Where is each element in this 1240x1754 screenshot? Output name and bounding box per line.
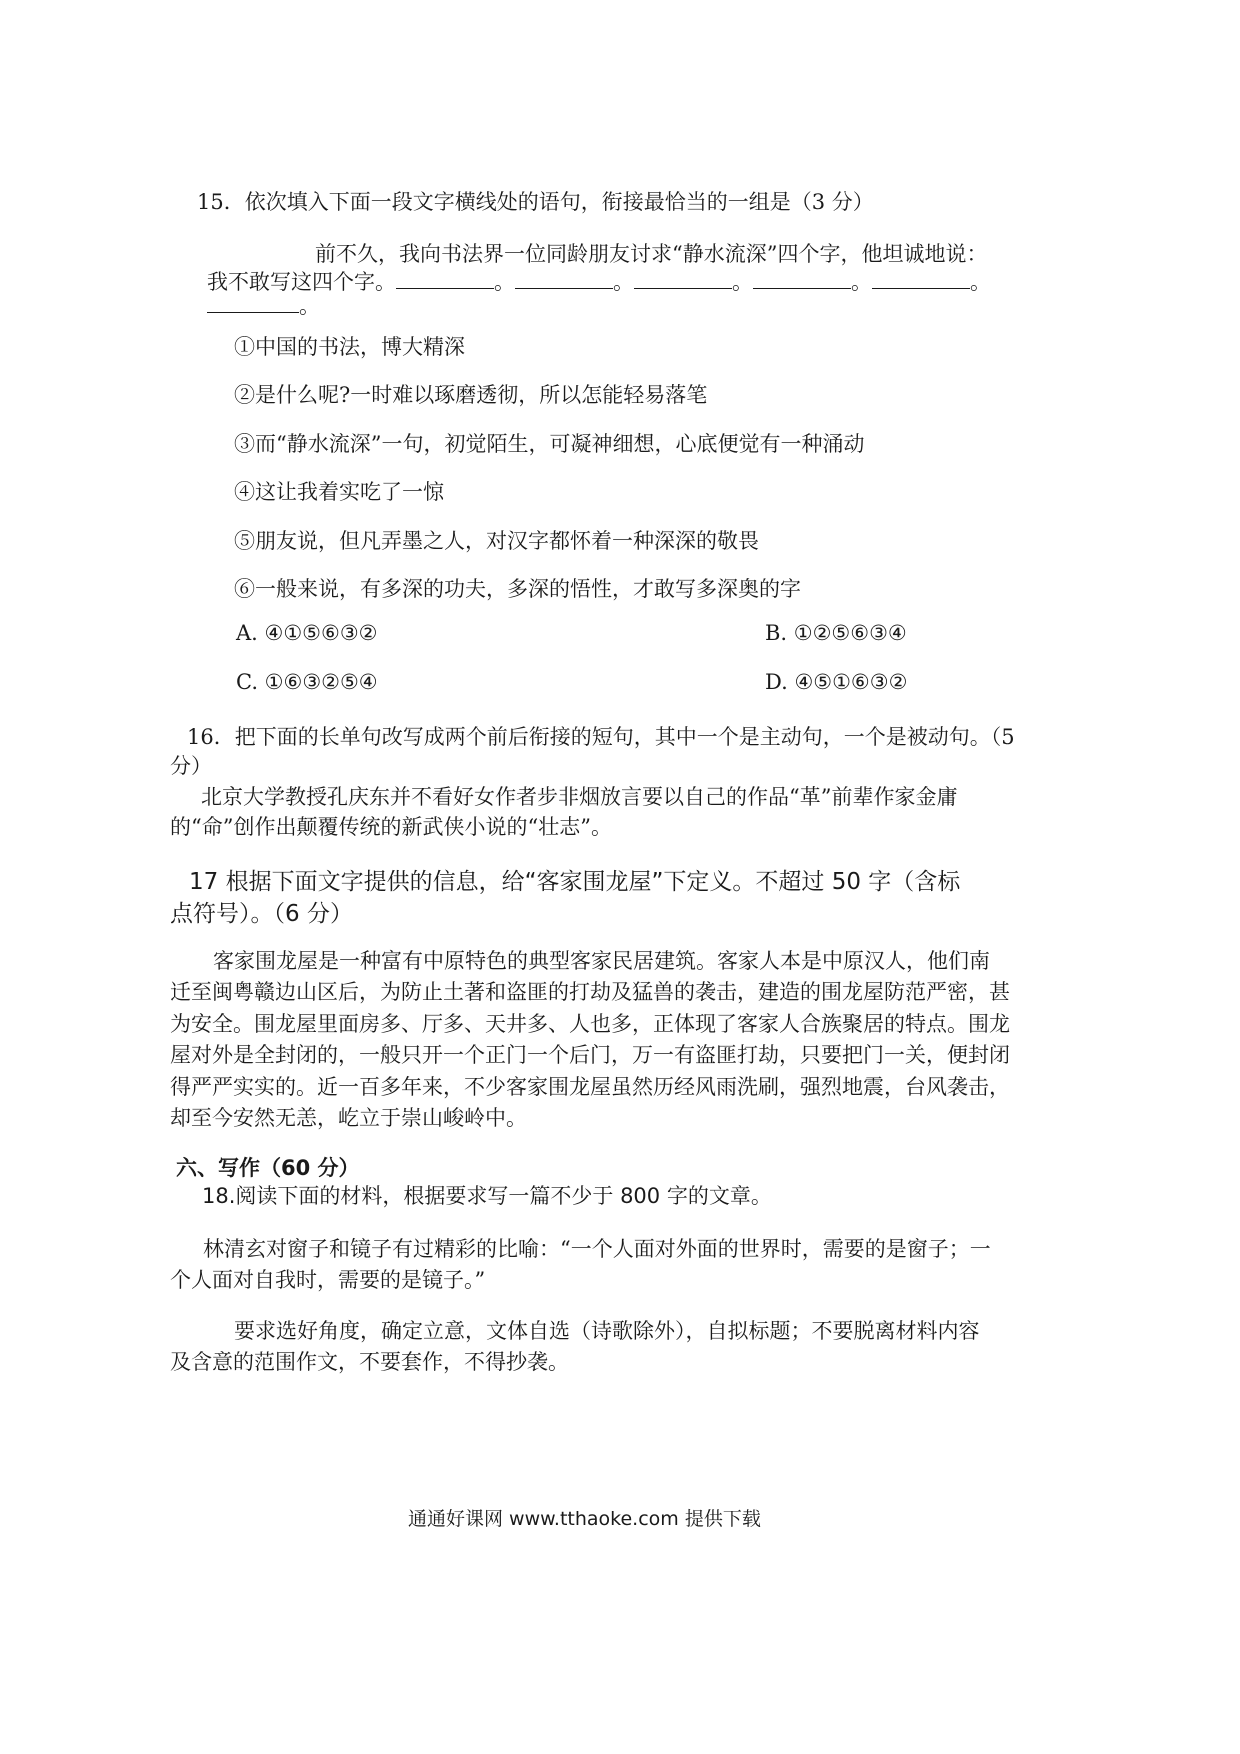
footer-credit: 通通好课网 www.tthaoke.com 提供下载 [408, 1508, 761, 1530]
q17-passage-line3: 为安全。围龙屋里面房多、厅多、天井多、人也多，正体现了客家人合族聚居的特点。围龙 [170, 1012, 1010, 1036]
material-line2: 个人面对自我时，需要的是镜子。” [170, 1268, 486, 1292]
q15-option-a: A. ④①⑤⑥③② [236, 621, 378, 645]
q17-passage-line2: 迁至闽粤赣边山区后，为防止土著和盗匪的打劫及猛兽的袭击，建造的围龙屋防范严密，甚 [170, 980, 1010, 1004]
q17-stem-line1: 17 根据下面文字提供的信息，给“客家围龙屋”下定义。不超过 50 字（含标 [189, 869, 961, 895]
q17-passage-line5: 得严严实实的。近一百多年来，不少客家围龙屋虽然历经风雨洗刷，强烈地震，台风袭击， [170, 1075, 1010, 1099]
fill-blank-1 [396, 270, 494, 289]
q17-passage-line4: 屋对外是全封闭的，一般只开一个正门一个后门，万一有盗匪打劫，只要把门一关，便封闭 [170, 1043, 1010, 1067]
fill-blank-3 [634, 270, 732, 289]
q15-sentence-3: ③而“静水流深”一句，初觉陌生，可凝神细想，心底便觉有一种涌动 [234, 432, 865, 456]
q16-stem-line1: 16．把下面的长单句改写成两个前后衔接的短句，其中一个是主动句，一个是被动句。（5 [187, 725, 1015, 749]
q15-sentence-6: ⑥一般来说，有多深的功夫，多深的悟性，才敢写多深奥的字 [234, 577, 801, 601]
fill-blank-4 [753, 270, 851, 289]
q16-passage-line2: 的“命”创作出颠覆传统的新武侠小说的“壮志”。 [170, 815, 612, 839]
q15-stem: 15．依次填入下面一段文字横线处的语句，衔接最恰当的一组是（3 分） [197, 190, 874, 214]
q16-passage-line1: 北京大学教授孔庆东并不看好女作者步非烟放言要以自己的作品“革”前辈作家金庸 [201, 785, 958, 809]
fill-blank-2 [515, 270, 613, 289]
q15-option-d: D. ④⑤①⑥③② [765, 670, 908, 694]
q15-sentence-4: ④这让我着实吃了一惊 [234, 480, 444, 504]
requirement-line1: 要求选好角度，确定立意，文体自选（诗歌除外），自拟标题；不要脱离材料内容 [234, 1319, 980, 1343]
q15-sentence-2: ②是什么呢?一时难以琢磨透彻，所以怎能轻易落笔 [234, 383, 708, 407]
q17-passage-line6: 却至今安然无恙，屹立于崇山峻岭中。 [170, 1106, 527, 1130]
fill-blank-5 [872, 270, 970, 289]
material-line1: 林清玄对窗子和镜子有过精彩的比喻：“一个人面对外面的世界时，需要的是窗子；一 [203, 1237, 991, 1261]
q15-option-c: C. ①⑥③②⑤④ [236, 670, 378, 694]
section6-heading: 六、写作（60 分） [176, 1156, 360, 1180]
q16-stem-line2: 分） [170, 754, 212, 778]
q15-passage-lead: 我不敢写这四个字。 [207, 270, 396, 294]
q17-passage-line1: 客家围龙屋是一种富有中原特色的典型客家民居建筑。客家人本是中原汉人，他们南 [213, 949, 990, 973]
q15-option-b: B. ①②⑤⑥③④ [765, 621, 907, 645]
q15-passage-line2: 我不敢写这四个字。 。 。 。 。 。 [207, 270, 991, 294]
fill-blank-6 [207, 294, 299, 313]
q15-passage-line3: 。 [207, 290, 320, 320]
q18-stem: 18.阅读下面的材料，根据要求写一篇不少于 800 字的文章。 [202, 1184, 772, 1208]
q15-sentence-1: ①中国的书法，博大精深 [234, 335, 465, 359]
q15-passage-line1: 前不久，我向书法界一位同龄朋友讨求“静水流深”四个字，他坦诚地说： [315, 242, 988, 266]
q15-sentence-5: ⑤朋友说，但凡弄墨之人，对汉字都怀着一种深深的敬畏 [234, 529, 759, 553]
requirement-line2: 及含意的范围作文，不要套作，不得抄袭。 [170, 1350, 569, 1374]
q17-stem-line2: 点符号）。（6 分） [170, 901, 353, 927]
